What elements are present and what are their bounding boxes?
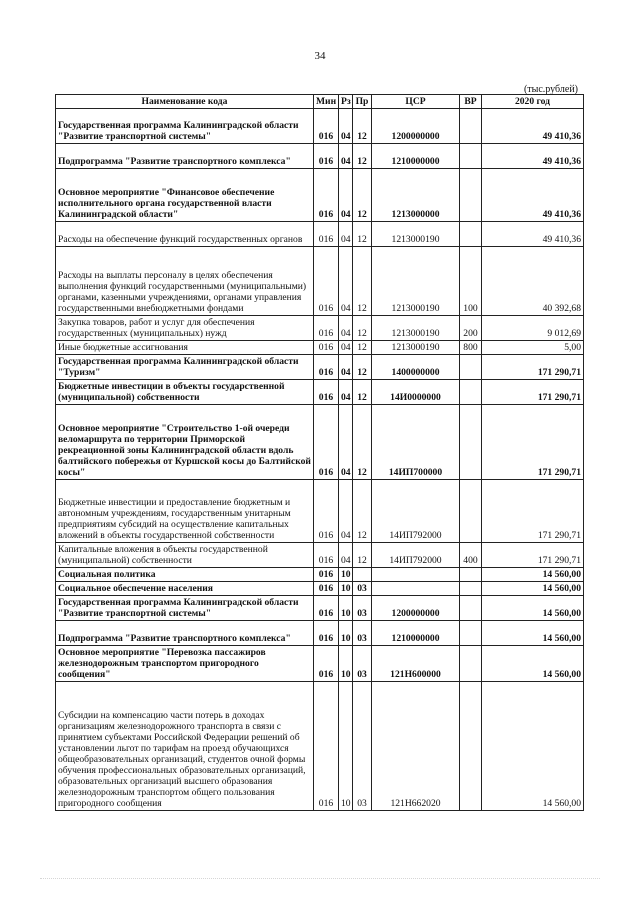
cell-amount: 14 560,00 [482,596,584,621]
table-row [56,380,584,405]
cell-rz: 10 [339,646,353,682]
cell-min: 016 [314,543,339,568]
cell-rz: 10 [339,568,353,582]
cell-amount: 14 560,00 [482,621,584,646]
cell-pr: 12 [353,247,372,316]
cell-vr [460,621,482,646]
cell-name: Государственная программа Калининградской области "Развитие транспортной системы" [56,109,314,144]
cell-rz: 04 [339,316,353,341]
cell-csr: 1210000000 [372,621,460,646]
cell-amount: 49 410,36 [482,144,584,169]
cell-csr: 121Н600000 [372,646,460,682]
cell-rz: 10 [339,596,353,621]
cell-csr: 14ИП792000 [372,543,460,568]
cell-min: 016 [314,582,339,596]
cell-name: Капитальные вложения в объекты государственной (муниципальной) собственности [56,543,314,568]
cell-name: Социальное обеспечение населения [56,582,314,596]
cell-pr: 12 [353,222,372,247]
cell-csr: 1213000190 [372,222,460,247]
header-pr: Пр [353,95,372,109]
cell-rz: 04 [339,480,353,543]
cell-pr: 12 [353,480,372,543]
cell-pr: 12 [353,405,372,480]
cell-csr: 14ИП700000 [372,405,460,480]
table-row [56,621,584,646]
table-row [56,582,584,596]
cell-name: Основное мероприятие "Строительство 1-ой очереди веломаршрута по территории Приморской рекреационной зоны Калининградской области вдоль балтийского побережья от Куршской косы до Балтийской косы" [56,405,314,480]
table-row [56,355,584,380]
cell-rz: 04 [339,341,353,355]
cell-pr [353,568,372,582]
cell-name: Государственная программа Калининградской области "Развитие транспортной системы" [56,596,314,621]
cell-name: Подпрограмма "Развитие транспортного комплекса" [56,621,314,646]
table-row [56,316,584,341]
table-row [56,109,584,144]
cell-min: 016 [314,316,339,341]
cell-csr [372,568,460,582]
cell-pr: 03 [353,596,372,621]
cell-rz: 10 [339,682,353,811]
cell-name: Расходы на выплаты персоналу в целях обеспечения выполнения функций государственными (муниципальными) органами, казенными учреждениями, органами управления государственными внебюджетными фондами [56,247,314,316]
cell-name: Расходы на обеспечение функций государственных органов [56,222,314,247]
cell-pr: 12 [353,341,372,355]
cell-pr: 12 [353,355,372,380]
cell-vr [460,582,482,596]
cell-rz: 04 [339,543,353,568]
cell-name: Государственная программа Калининградской области "Туризм" [56,355,314,380]
cell-csr: 14ИП792000 [372,480,460,543]
cell-vr [460,144,482,169]
table-row [56,596,584,621]
table-row [56,543,584,568]
table-row [56,646,584,682]
cell-rz: 04 [339,355,353,380]
header-name: Наименование кода [56,95,314,109]
cell-csr: 1213000190 [372,247,460,316]
cell-vr: 400 [460,543,482,568]
cell-vr: 800 [460,341,482,355]
cell-pr: 03 [353,582,372,596]
cell-vr [460,480,482,543]
cell-min: 016 [314,480,339,543]
cell-min: 016 [314,247,339,316]
cell-amount: 49 410,36 [482,109,584,144]
cell-min: 016 [314,646,339,682]
table-row [56,222,584,247]
cell-rz: 04 [339,380,353,405]
cell-name: Социальная политика [56,568,314,582]
cell-min: 016 [314,682,339,811]
cell-rz: 04 [339,169,353,222]
cell-vr [460,596,482,621]
cell-min: 016 [314,144,339,169]
cell-pr: 12 [353,543,372,568]
cell-name: Бюджетные инвестиции в объекты государственной (муниципальной) собственности [56,380,314,405]
cell-rz: 04 [339,144,353,169]
table-row [56,247,584,316]
cell-amount: 171 290,71 [482,355,584,380]
units-label: (тыс.рублей) [523,84,578,95]
cell-pr: 12 [353,109,372,144]
cell-csr: 1213000190 [372,316,460,341]
cell-amount: 171 290,71 [482,380,584,405]
cell-vr [460,355,482,380]
cell-amount: 40 392,68 [482,247,584,316]
page-number: 34 [314,50,326,62]
cell-csr: 121Н662020 [372,682,460,811]
cell-csr: 1200000000 [372,596,460,621]
cell-name: Иные бюджетные ассигнования [56,341,314,355]
cell-name: Основное мероприятие "Финансовое обеспечение исполнительного органа государственной власти Калининградской области" [56,169,314,222]
cell-name: Основное мероприятие "Перевозка пассажиров железнодорожным транспортом пригородного сообщения" [56,646,314,682]
cell-csr: 14И0000000 [372,380,460,405]
cell-csr [372,582,460,596]
cell-rz: 04 [339,109,353,144]
cell-name: Бюджетные инвестиции и предоставление бюджетным и автономным учреждениям, государственным унитарным предприятиям субсидий на осуществление капитальных вложений в объекты государственной собственности [56,480,314,543]
header-vr: ВР [460,95,482,109]
cell-amount: 171 290,71 [482,480,584,543]
budget-table [55,94,584,811]
cell-min: 016 [314,568,339,582]
scan-artifact [40,878,600,881]
table-row [56,341,584,355]
cell-name: Подпрограмма "Развитие транспортного комплекса" [56,144,314,169]
cell-rz: 10 [339,621,353,646]
cell-rz: 04 [339,222,353,247]
cell-name: Субсидии на компенсацию части потерь в доходах организациям железнодорожного транспорта в связи с принятием субъектами Российской Федерации решений об установлении льгот по тарифам на проезд обучающихся общеобразовательных организаций, студентов очной формы обучения профессиональных образовательных организаций, образовательных организаций высшего образования железнодорожным транспортом общего пользования пригородного сообщения [56,682,314,811]
table-header-row [56,95,584,109]
cell-rz: 04 [339,247,353,316]
table-row [56,169,584,222]
cell-min: 016 [314,405,339,480]
table-body [56,109,584,811]
cell-min: 016 [314,109,339,144]
table-row [56,568,584,582]
cell-amount: 5,00 [482,341,584,355]
cell-pr: 12 [353,316,372,341]
cell-min: 016 [314,621,339,646]
cell-vr: 200 [460,316,482,341]
cell-vr [460,380,482,405]
cell-vr [460,222,482,247]
cell-amount: 171 290,71 [482,405,584,480]
table-row [56,405,584,480]
table-row [56,480,584,543]
cell-csr: 1213000000 [372,169,460,222]
header-min: Мин [314,95,339,109]
cell-min: 016 [314,380,339,405]
cell-csr: 1210000000 [372,144,460,169]
cell-vr: 100 [460,247,482,316]
cell-csr: 1400000000 [372,355,460,380]
header-csr: ЦСР [372,95,460,109]
cell-vr [460,682,482,811]
cell-amount: 14 560,00 [482,646,584,682]
cell-pr: 12 [353,144,372,169]
cell-vr [460,568,482,582]
cell-pr: 12 [353,380,372,405]
table-row [56,682,584,811]
cell-csr: 1200000000 [372,109,460,144]
cell-pr: 03 [353,646,372,682]
cell-amount: 171 290,71 [482,543,584,568]
cell-rz: 04 [339,405,353,480]
cell-vr [460,169,482,222]
cell-vr [460,646,482,682]
cell-vr [460,109,482,144]
cell-amount: 49 410,36 [482,169,584,222]
header-rz: Рз [339,95,353,109]
cell-amount: 49 410,36 [482,222,584,247]
cell-amount: 14 560,00 [482,682,584,811]
cell-min: 016 [314,596,339,621]
cell-amount: 14 560,00 [482,582,584,596]
cell-min: 016 [314,222,339,247]
cell-pr: 03 [353,621,372,646]
cell-vr [460,405,482,480]
header-year: 2020 год [482,95,584,109]
cell-pr: 12 [353,169,372,222]
cell-csr: 1213000190 [372,341,460,355]
cell-min: 016 [314,169,339,222]
cell-pr: 03 [353,682,372,811]
cell-rz: 10 [339,582,353,596]
cell-min: 016 [314,341,339,355]
cell-name: Закупка товаров, работ и услуг для обеспечения государственных (муниципальных) нужд [56,316,314,341]
cell-amount: 9 012,69 [482,316,584,341]
table-row [56,144,584,169]
cell-min: 016 [314,355,339,380]
cell-amount: 14 560,00 [482,568,584,582]
